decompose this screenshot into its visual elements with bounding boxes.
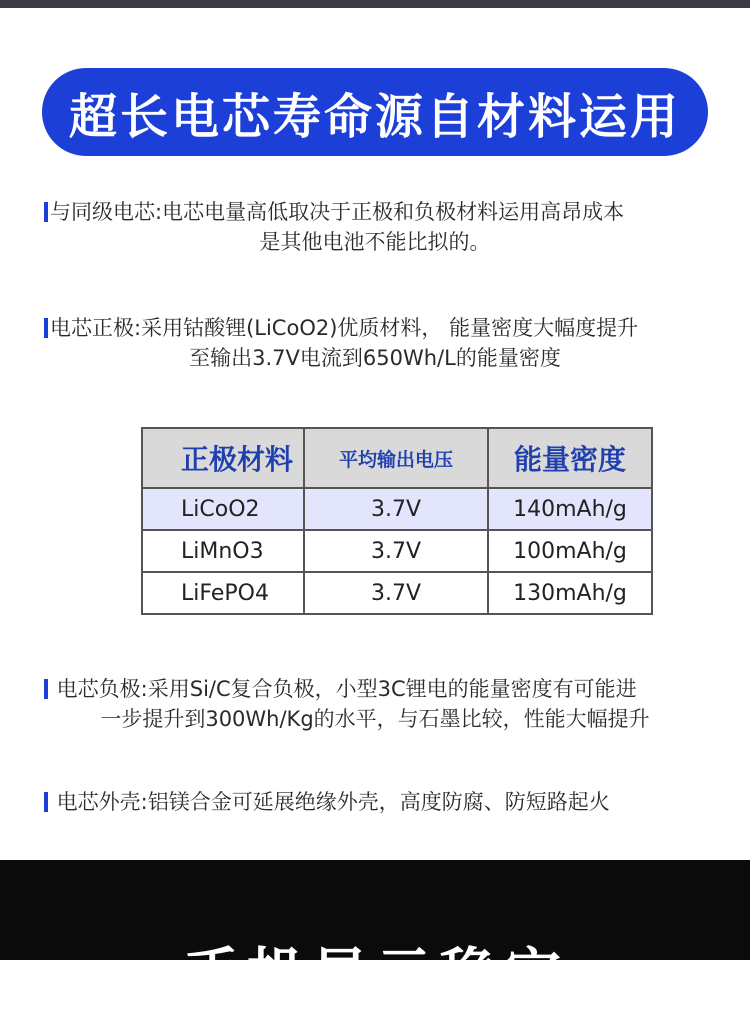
paragraph-cathode [0, 313, 750, 373]
table-cell-energy-density: 130mAh/g [488, 572, 652, 614]
paragraph-same-level [0, 197, 750, 257]
paragraph-line: 电芯外壳:铝镁合金可延展绝缘外壳，高度防腐、防短路起火 [50, 790, 610, 814]
bullet-marker [44, 318, 48, 338]
next-section-title: 手机显示稳定 [182, 941, 567, 1009]
table-cell-voltage: 3.7V [304, 488, 488, 530]
paragraph-line: 是其他电池不能比拟的。 [259, 230, 491, 254]
table-header-energy-density: 能量密度 [488, 428, 652, 488]
paragraph-line: 电芯正极:采用钴酸锂(LiCoO2)优质材料， 能量密度大幅度提升 [50, 316, 639, 340]
paragraph-casing [0, 787, 750, 817]
paragraph-line: 一步提升到300Wh/Kg的水平，与石墨比较，性能大幅提升 [100, 707, 650, 731]
table-row [142, 572, 652, 614]
section-title-banner [42, 68, 708, 156]
table-header-row [142, 428, 652, 488]
paragraph-anode [0, 674, 750, 734]
paragraph-line: 电芯负极:采用Si/C复合负极，小型3C锂电的能量密度有可能进 [50, 677, 637, 701]
table-cell-material: LiFePO4 [142, 572, 304, 614]
bullet-marker [44, 792, 48, 812]
table-cell-material: LiCoO2 [142, 488, 304, 530]
table-header-material: 正极材料 [142, 428, 304, 488]
table-cell-voltage: 3.7V [304, 530, 488, 572]
cathode-material-table [141, 427, 653, 615]
table-cell-voltage: 3.7V [304, 572, 488, 614]
table-row [142, 530, 652, 572]
bullet-marker [44, 202, 48, 222]
paragraph-line: 至输出3.7V电流到650Wh/L的能量密度 [189, 346, 561, 370]
top-divider-bar [0, 0, 750, 8]
table-row [142, 488, 652, 530]
next-section-band [0, 860, 750, 1009]
section-title: 超长电芯寿命源自材料运用 [68, 88, 681, 145]
table-cell-energy-density: 140mAh/g [488, 488, 652, 530]
table-cell-material: LiMnO3 [142, 530, 304, 572]
paragraph-line: 与同级电芯:电芯电量高低取决于正极和负极材料运用高昂成本 [50, 200, 625, 224]
bullet-marker [44, 679, 48, 699]
table-cell-energy-density: 100mAh/g [488, 530, 652, 572]
table-header-voltage: 平均输出电压 [304, 428, 488, 488]
